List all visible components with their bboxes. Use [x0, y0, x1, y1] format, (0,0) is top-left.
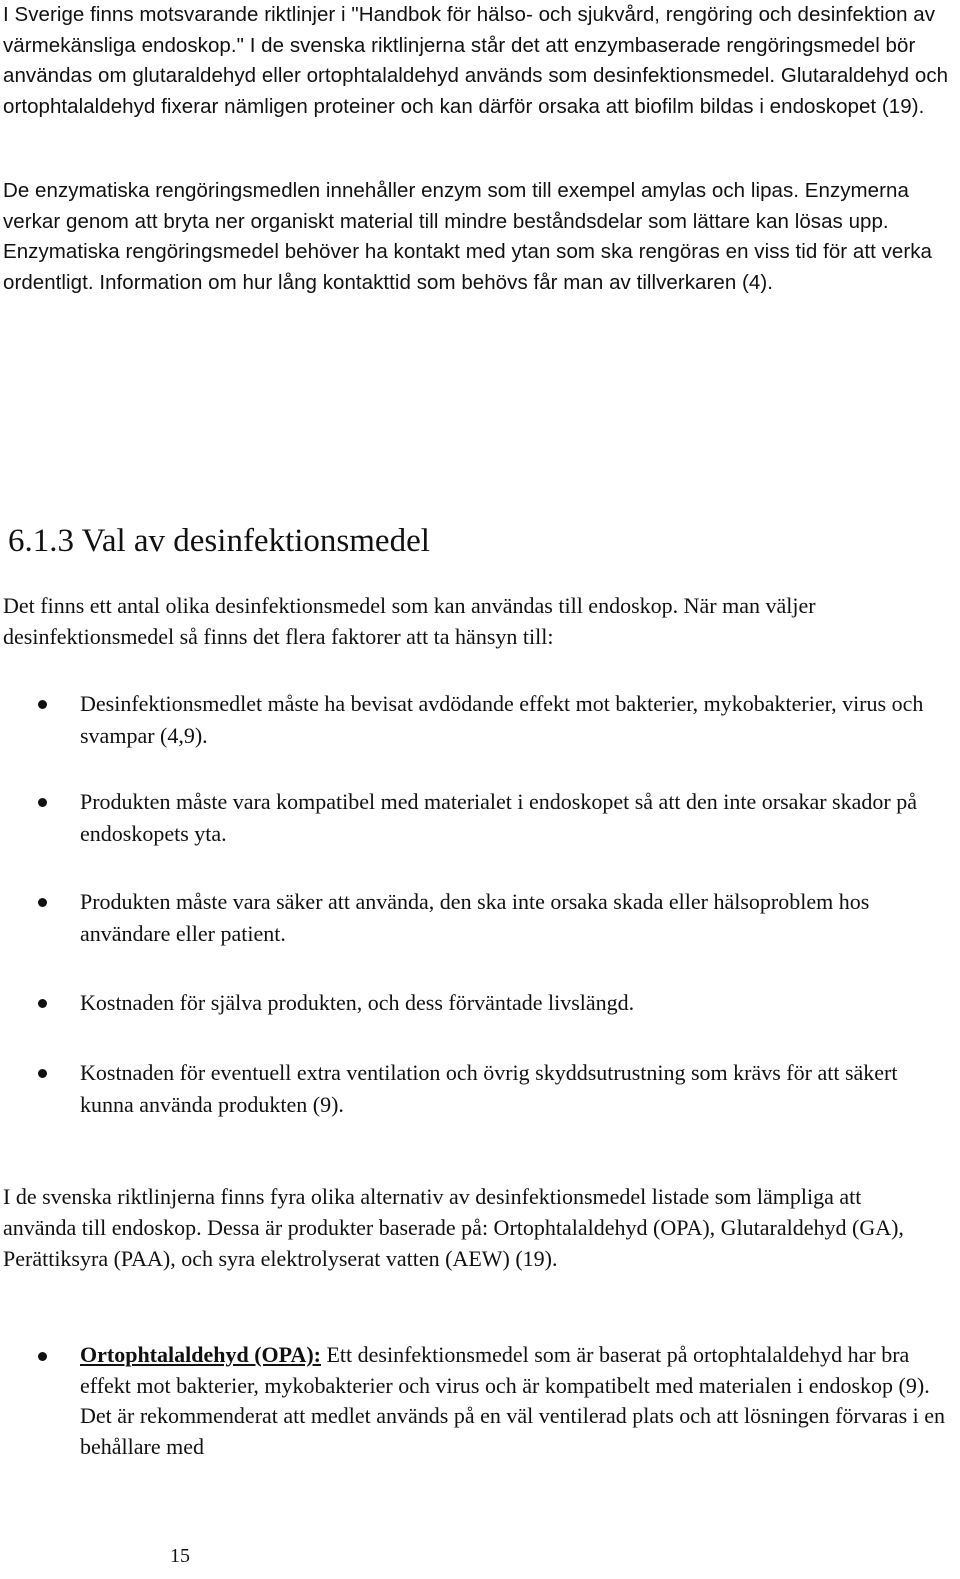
list-item-text: Kostnaden för eventuell extra ventilation och övrig skyddsutrustning som krävs för att säkert kunna använda produkten (9). [80, 1060, 898, 1117]
list-item-text: Desinfektionsmedlet måste ha bevisat avdödande effekt mot bakterier, mykobakterier, virus och svampar (4,9). [80, 691, 924, 748]
page-number: 15 [170, 1545, 190, 1567]
bullet-icon [38, 700, 47, 709]
section-intro: Det finns ett antal olika desinfektionsmedel som kan användas till endoskop. När man väljer desinfektionsmedel så finns det flera faktorer att ta hänsyn till: [3, 593, 816, 649]
bullet-icon [38, 1069, 47, 1078]
paragraph-enzymatic-cleaners: De enzymatiska rengöringsmedlen innehåller enzym som till exempel amylas och lipas. Enzymerna verkar genom att bryta ner organiskt material till mindre beståndsdelar som lättare kan lösas upp. Enzymatiska rengöringsmedel behöver ha kontakt med ytan som ska rengöras en viss tid för att verka ordentligt. Information om hur lång kontakttid som behövs får man av tillverkaren (4). [3, 179, 932, 294]
list-item [0, 1057, 955, 1121]
bullet-icon [38, 898, 47, 907]
bullet-icon [38, 999, 47, 1008]
bullet-icon [38, 798, 47, 807]
list-item [0, 786, 955, 886]
list-item-text: Produkten måste vara säker att använda, den ska inte orsaka skada eller hälsoproblem hos användare eller patient. [80, 889, 870, 946]
factor-list [0, 688, 955, 1121]
bullet-icon [38, 1352, 47, 1361]
paragraph-alternatives: I de svenska riktlinjerna finns fyra olika alternativ av desinfektionsmedel listade som lämpliga att använda till endoskop. Dessa är produkter baserade på: Ortophtalaldehyd (OPA), Glutaraldehyd (GA), Perättiksyra (PAA), och syra elektrolyserat vatten (AEW) (19). [3, 1184, 904, 1271]
opa-description: Ett desinfektionsmedel som är baserat på ortophtalaldehyd har bra effekt mot bakterier, mykobakterier och virus och är kompatibelt med materialen i endoskop (9). Det är rekommenderat att medlet används på en väl ventilerad plats och att lösningen förvaras i en behållare med [80, 1342, 946, 1459]
list-item-text: Kostnaden för själva produkten, och dess förväntade livslängd. [80, 990, 635, 1015]
list-item [0, 987, 955, 1057]
opa-term: Ortophtalaldehyd (OPA): [80, 1342, 321, 1367]
section-heading: 6.1.3 Val av desinfektionsmedel [8, 523, 430, 559]
list-item [0, 886, 955, 987]
list-item-text: Produkten måste vara kompatibel med materialet i endoskopet så att den inte orsakar skador på endoskopets yta. [80, 789, 917, 846]
list-item [0, 1340, 955, 1462]
list-item [0, 688, 955, 786]
paragraph-swedish-guidelines: I Sverige finns motsvarande riktlinjer i "Handbok för hälso- och sjukvård, rengöring och desinfektion av värmekänsliga endoskop." I de svenska riktlinjerna står det att enzymbaserade rengöringsmedel bör användas om glutaraldehyd eller ortophtalaldehyd används som desinfektionsmedel. Glutaraldehyd och ortophtalaldehyd fixerar nämligen proteiner och kan därför orsaka att biofilm bildas i endoskopet (19). [3, 3, 949, 118]
opa-list [0, 1340, 955, 1462]
